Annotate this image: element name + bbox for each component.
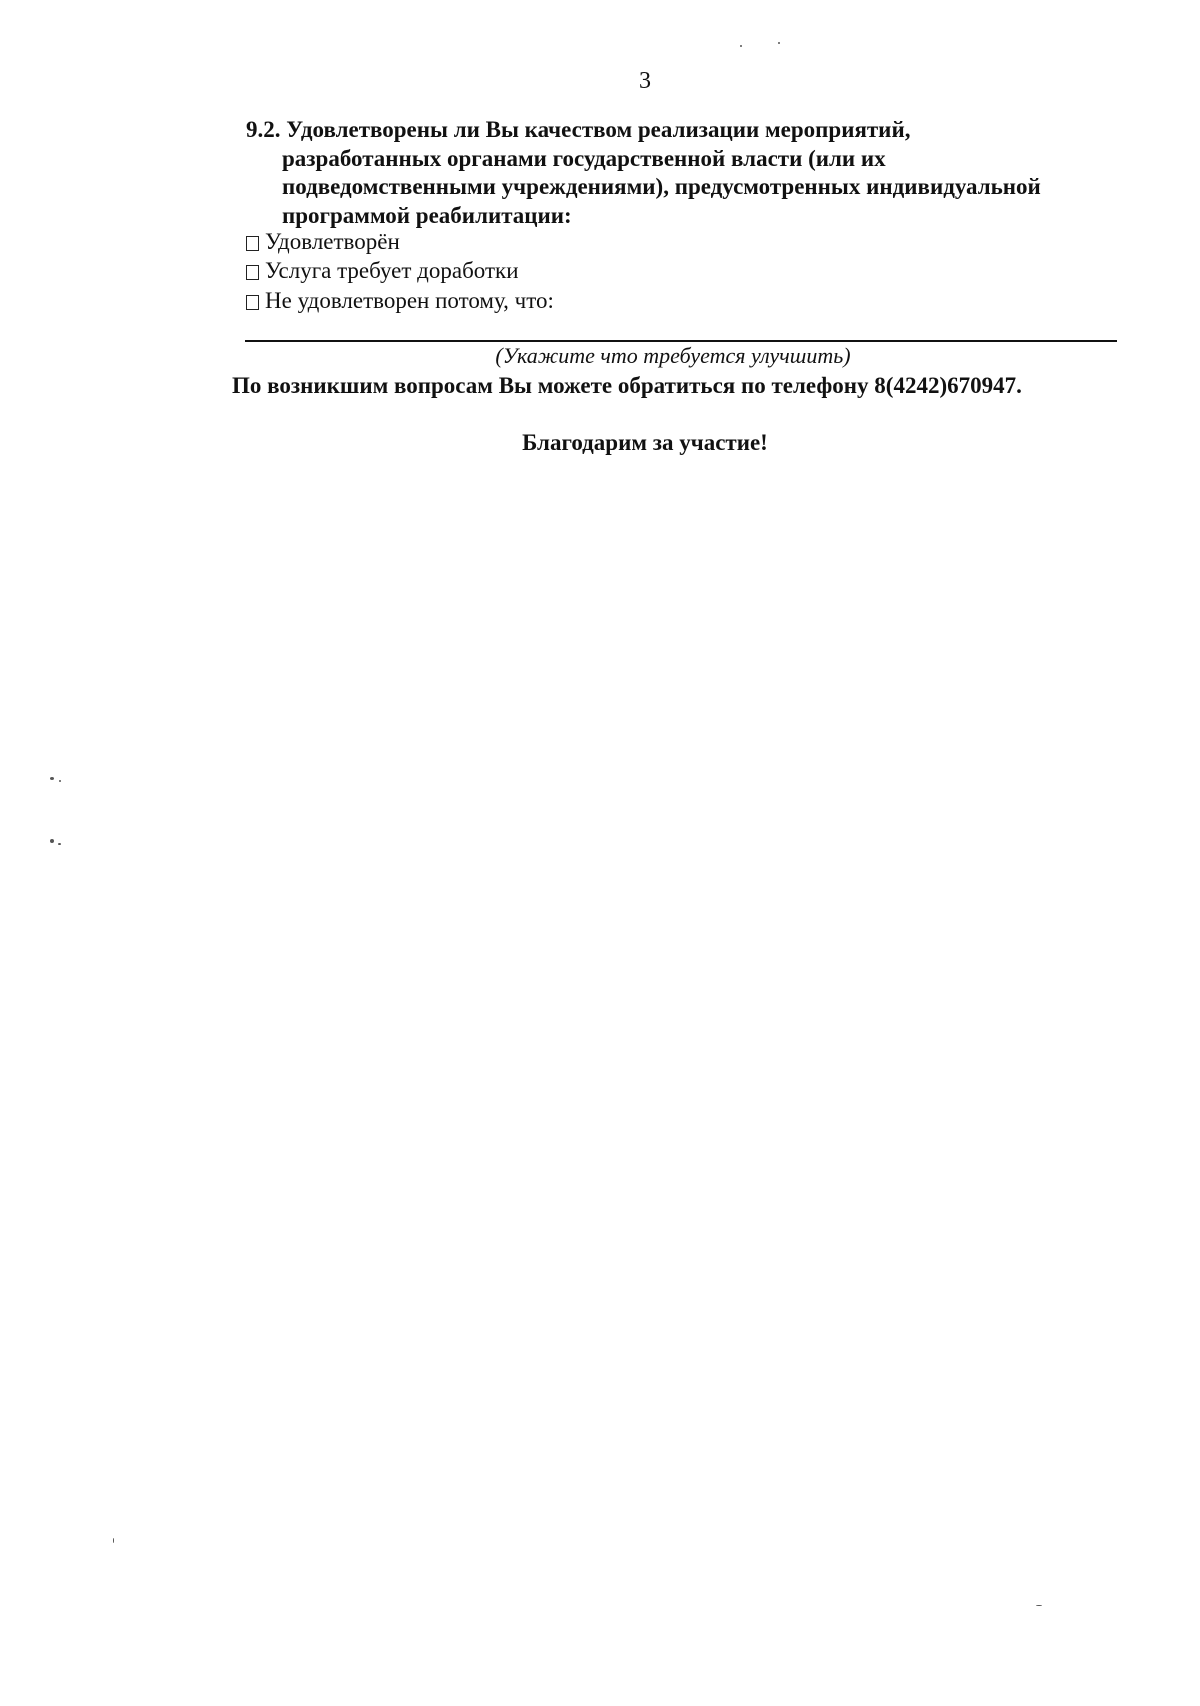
option-needs-improvement[interactable] — [246, 257, 519, 285]
scan-speck — [778, 42, 780, 44]
answer-hint: (Укажите что требуется улучшить) — [495, 343, 851, 368]
question-line-1 — [246, 116, 1106, 145]
question-text-line-1: Удовлетворены ли Вы качеством реализации мероприятий, — [286, 117, 911, 142]
option-label: Удовлетворён — [265, 229, 400, 254]
scan-speck — [740, 45, 742, 47]
option-not-satisfied[interactable] — [246, 287, 554, 315]
scan-speck — [58, 843, 61, 845]
scan-speck — [50, 839, 54, 843]
scan-speck — [113, 1538, 114, 1543]
thanks-text: Благодарим за участие! — [522, 430, 768, 455]
checkbox-icon[interactable] — [246, 265, 259, 280]
option-label: Не удовлетворен потому, что: — [265, 288, 554, 313]
option-label: Услуга требует доработки — [265, 258, 519, 283]
checkbox-icon[interactable] — [246, 236, 259, 251]
option-satisfied[interactable] — [246, 228, 400, 256]
scan-speck — [59, 780, 61, 782]
answer-line[interactable] — [245, 340, 1117, 342]
question-text-line-2: разработанных органами государственной власти (или их — [282, 145, 886, 171]
scan-speck — [1036, 1605, 1042, 1606]
contact-text: По возникшим вопросам Вы можете обратиться по телефону 8(4242)670947. — [232, 373, 1022, 398]
page-number: 3 — [639, 68, 651, 94]
scan-speck — [50, 777, 54, 780]
question-text-line-3: подведомственными учреждениями), предусмотренных индивидуальной — [282, 174, 1041, 199]
question-text-line-4: программой реабилитации: — [282, 202, 572, 228]
checkbox-icon[interactable] — [246, 295, 259, 310]
question-number: 9.2. — [246, 117, 281, 142]
question-9-2 — [246, 116, 1106, 230]
